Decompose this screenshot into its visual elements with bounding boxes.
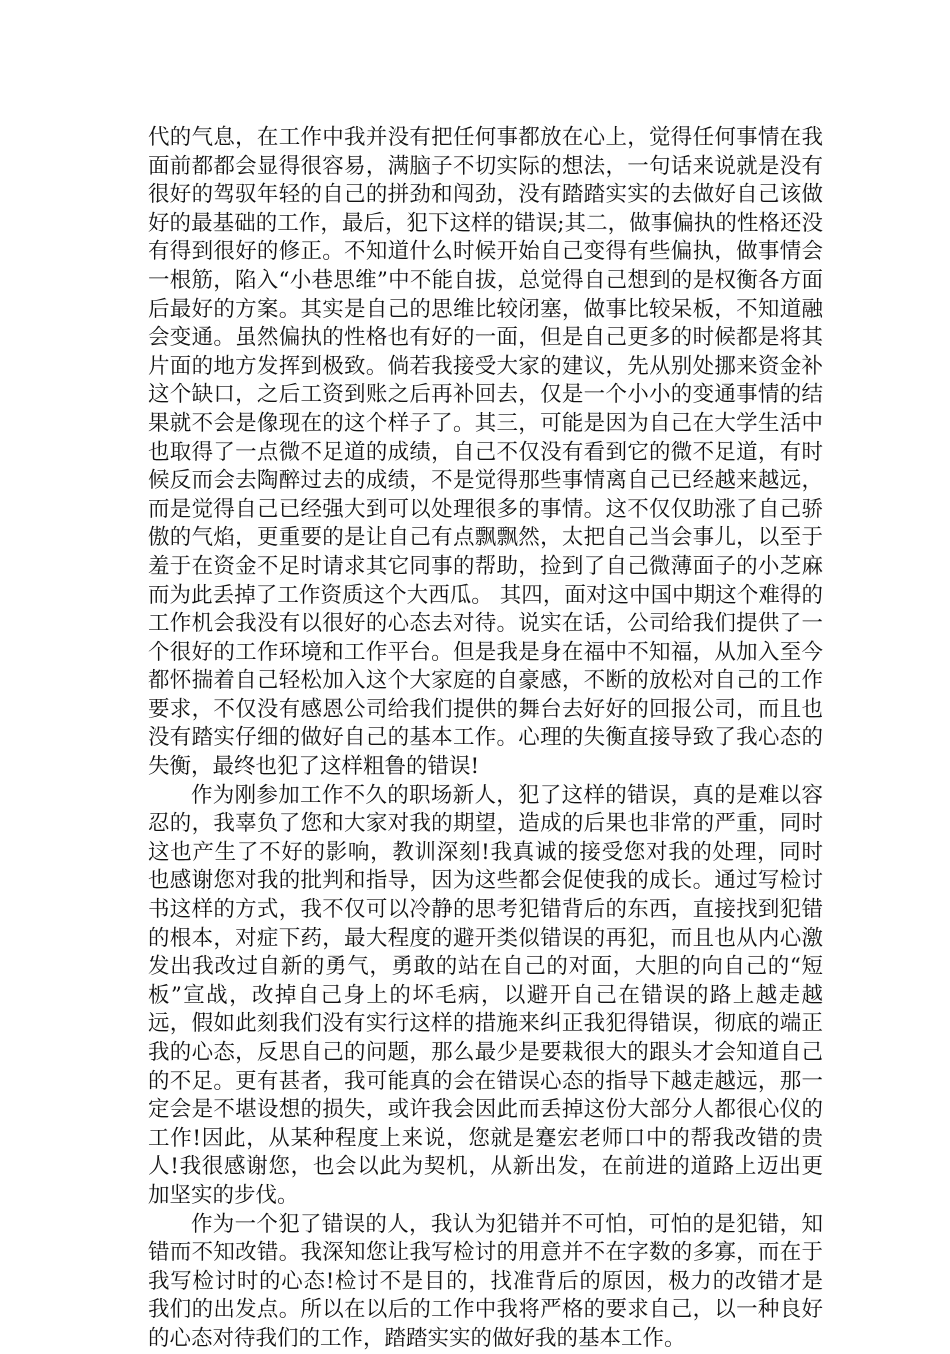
- paragraph-1: 代的气息，在工作中我并没有把任何事都放在心上，觉得任何事情在我面前都都会显得很容易，满脑子不切实际的想法，一句话来说就是没有很好的驾驭年轻的自己的拼劲和闯劲，没有踏踏实实的去做好自己该做好的最基础的工作，最后，犯下这样的错误;其二，做事偏执的性格还没有得到很好的修正。不知道什么时候开始自己变得有些偏执，做事情会一根筋，陷入“小巷思维”中不能自拔，总觉得自己想到的是权衡各方面后最好的方案。其实是自己的思维比较闭塞，做事比较呆板，不知道融会变通。虽然偏执的性格也有好的一面，但是自己更多的时候都是将其片面的地方发挥到极致。倘若我接受大家的建议，先从别处挪来资金补这个缺口，之后工资到账之后再补回去，仅是一个小小的变通事情的结果就不会是像现在的这个样子了。其三，可能是因为自己在大学生活中也取得了一点微不足道的成绩，自己不仅没有看到它的微不足道，有时候反而会去陶醉过去的成绩，不是觉得那些事情离自己已经越来越远，而是觉得自己已经强大到可以处理很多的事情。这不仅仅助涨了自己骄傲的气焰，更重要的是让自己有点飘飘然，太把自己当会事儿，以至于羞于在资金不足时请求其它同事的帮助，捡到了自己微薄面子的小芝麻而为此丢掉了工作资质这个大西瓜。 其四，面对这中国中期这个难得的工作机会我没有以很好的心态去对待。说实在话，公司给我们提供了一个很好的工作环境和工作平台。但是我是身在福中不知福，从加入至今都怀揣着自己轻松加入这个大家庭的自豪感，不断的放松对自己的工作要求，不仅没有感恩公司给我们提供的舞台去好好的回报公司，而且也没有踏实仔细的做好自己的基本工作。心理的失衡直接导致了我心态的失衡，最终也犯了这样粗鲁的错误!: [148, 125, 823, 780]
- document-body: [148, 124, 823, 1354]
- paragraph-2: 作为刚参加工作不久的职场新人，犯了这样的错误，真的是难以容忍的，我辜负了您和大家对我的期望，造成的后果也非常的严重，同时这也产生了不好的影响，教训深刻!我真诚的接受您对我的处理，同时也感谢您对我的批判和指导，因为这些都会促使我的成长。通过写检讨书这样的方式，我不仅可以冷静的思考犯错背后的东西，直接找到犯错的根本，对症下药，最大程度的避开类似错误的再犯，而且也从内心激发出我改过自新的勇气，勇敢的站在自己的对面，大胆的向自己的“短板”宣战，改掉自己身上的坏毛病，以避开自己在错误的路上越走越远，假如此刻我们没有实行这样的措施来纠正我犯得错误，彻底的端正我的心态，反思自己的问题，那么最少是要栽很大的跟头才会知道自己的不足。更有甚者，我可能真的会在错误心态的指导下越走越远，那一定会是不堪设想的损失，或许我会因此而丢掉这份大部分人都很心仪的工作!因此，从某种程度上来说，您就是蹇宏老师口中的帮我改错的贵人!我很感谢您，也会以此为契机，从新出发，在前进的道路上迈出更加坚实的步伐。: [148, 782, 823, 1208]
- paragraph-3: 作为一个犯了错误的人，我认为犯错并不可怕，可怕的是犯错，知错而不知改错。我深知您让我写检讨的用意并不在字数的多寡，而在于我写检讨时的心态!检讨不是目的，找准背后的原因，极力的改错才是我们的出发点。所以在以后的工作中我将严格的要求自己，以一种良好的心态对待我们的工作，踏踏实实的做好我的基本工作。: [148, 1211, 823, 1351]
